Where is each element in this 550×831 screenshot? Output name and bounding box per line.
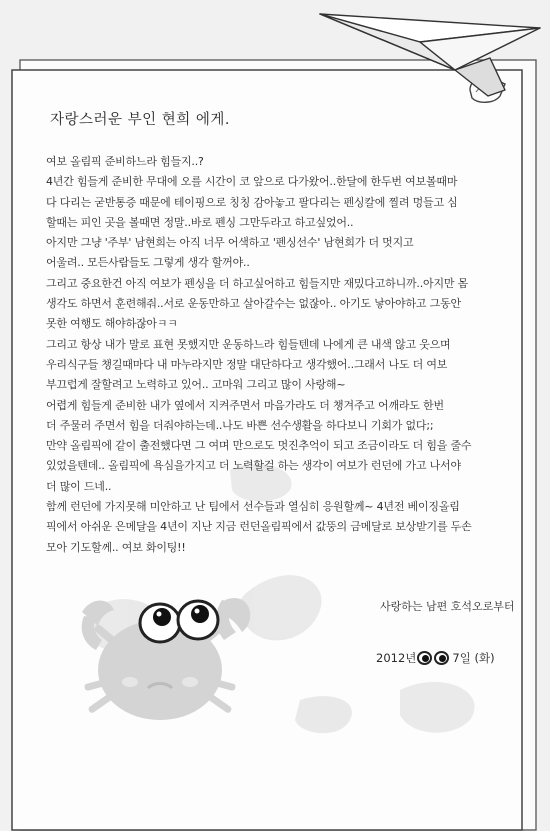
letter-line: 못한 여행도 해야하잖아ㅋㅋ [46,317,178,331]
eyes-sticker-icon [417,650,451,666]
letter-line: 어울려.. 모든사람들도 그렇게 생각 할꺼야.. [46,256,250,270]
date-year: 2012년 [376,651,417,665]
letter-heading: 자랑스러운 부인 현희 에게. [50,112,231,128]
letter-line: 모아 기도할께.. 여보 화이팅!! [46,540,186,554]
letter-line: 할때는 피인 곳을 볼때면 정말..바로 펜싱 그만두라고 하고싶었어.. [46,215,354,229]
letter-line: 어렵게 힘들게 준비한 내가 옆에서 지켜주면서 마음가라도 더 챙겨주고 어깨라도 한번 [46,398,444,412]
letter-line: 픽에서 아쉬운 은메달을 4년이 지난 지금 런던올림픽에서 값뚱의 금메달로 보상받기를 두손 [46,520,472,534]
letter-line: 여보 올림픽 준비하느라 힘들지..? [46,155,204,168]
letter-line: 그리고 항상 내가 말로 표현 못했지만 운동하느라 힘들텐데 나에게 큰 내색 않고 웃으며 [46,337,451,351]
letter-line: 있었을텐데.. 올림픽에 욕심을가지고 더 노력할걸 하는 생각이 여보가 런던에 가고 나서야 [46,459,461,473]
letter-signature: 사랑하는 남편 호석오로부터 [380,600,515,613]
letter-line: 생각도 하면서 훈련해줘..서로 운동만하고 살아갈수는 없잖아.. 아기도 낳아야하고 그동안 [46,297,461,311]
letter-line: 4년간 힘들게 준비한 무대에 오를 시간이 코 앞으로 다가왔어..한달에 한두번 여보볼때마 [46,175,458,189]
letter-line: 그리고 중요한건 아직 여보가 펜싱을 더 하고싶어하고 힘들지만 재밌다고하니까..아지만 몸 [46,276,469,290]
letter-line: 만약 올림픽에 같이 출전했다면 그 여며 만으로도 멋진추억이 되고 조금이라도 더 힘을 줄수 [46,439,472,453]
letter-line: 아지만 그냥 '주부' 남현희는 아직 너무 어색하고 '펜싱선수' 남현희가 더 멋지고 [46,236,414,250]
letter-date [376,650,495,666]
letter-line: 더 많이 드네.. [46,479,112,493]
letter-line: 부끄럽게 잘할려고 노력하고 있어.. 고마워 그리고 많이 사랑해~ [46,378,346,392]
letter-body [46,110,506,558]
letter-line: 함께 런던에 가지못해 미안하고 난 팀에서 선수들과 열심히 응원할께~ 4년전 베이징올림 [46,500,460,514]
letter-line: 우리식구들 챙길때마다 내 마누라지만 정말 대단하다고 생각했어..그래서 나도 더 여보 [46,357,448,371]
letter-line: 다 다리는 굳반통증 때문에 테이핑으로 칭칭 감아놓고 팔다리는 펜싱칼에 찔려 멍들고 심 [46,195,458,209]
letter-line: 더 주물러 주면서 힘을 더줘야하는데..나도 바쁜 선수생활을 하다보니 기회가 없다;; [46,418,434,432]
date-day: 7일 (화) [452,651,495,665]
